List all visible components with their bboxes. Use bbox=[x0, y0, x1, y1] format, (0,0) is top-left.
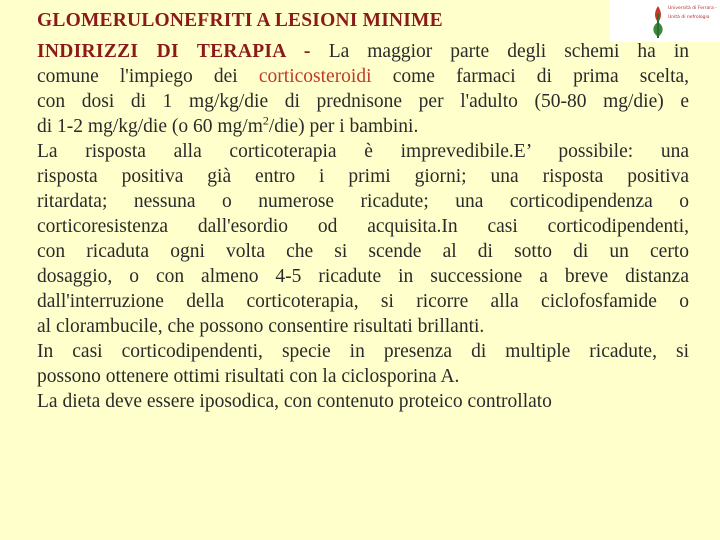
paragraph-1-line-2: comune l'impiego dei corticosteroidi come farmaci di prima scelta, bbox=[37, 66, 690, 87]
therapy-heading: INDIRIZZI DI TERAPIA - bbox=[37, 41, 311, 62]
paragraph-1-line-1: INDIRIZZI DI TERAPIA - La maggior parte degli schemi ha in bbox=[37, 41, 689, 62]
paragraph-2-line: ritardata; nessuna o numerose ricadute; una corticodipendenza o bbox=[37, 191, 689, 212]
paragraph-2-line: risposta positiva già entro i primi giorni; una risposta positiva bbox=[37, 166, 689, 187]
paragraph-3-line: possono ottenere ottimi risultati con la ciclosporina A. bbox=[37, 366, 460, 387]
paragraph-2-line: al clorambucile, che possono consentire risultati brillanti. bbox=[37, 316, 485, 337]
slide-body bbox=[37, 39, 689, 414]
paragraph-2-line: La risposta alla corticoterapia è imprevedibile.E’ possibile: una bbox=[37, 141, 689, 162]
paragraph-4-line: La dieta deve essere iposodica, con contenuto proteico controllato bbox=[37, 391, 552, 412]
university-logo bbox=[610, 0, 720, 42]
paragraph-2-line: con ricaduta ogni volta che si scende al di sotto di un certo bbox=[37, 241, 689, 262]
paragraph-1-line-4: di 1-2 mg/kg/die (o 60 $mg/m^2/die$) per i bambini. bbox=[37, 113, 419, 137]
logo-caption: Università di Ferrara - Unità di nefrologia bbox=[668, 6, 717, 20]
paragraph-3-line: In casi corticodipendenti, specie in presenza di multiple ricadute, si bbox=[37, 341, 689, 362]
paragraph-2-line: dall'interruzione della corticoterapia, si ricorre alla ciclofosfamide o bbox=[37, 291, 689, 312]
paragraph-2-line: corticoresistenza dall'esordio od acquisita.In casi corticodipendenti, bbox=[37, 216, 689, 237]
paragraph-1-line-3: con dosi di 1 mg/kg/die di prednisone per l'adulto (50-80 mg/die) e bbox=[37, 91, 689, 112]
highlight-corticosteroidi: corticosteroidi bbox=[258, 66, 372, 87]
slide-title: GLOMERULONEFRITI A LESIONI MINIME bbox=[37, 10, 443, 31]
paragraph-2-line: dosaggio, o con almeno 4-5 ricadute in successione a breve distanza bbox=[37, 266, 689, 287]
